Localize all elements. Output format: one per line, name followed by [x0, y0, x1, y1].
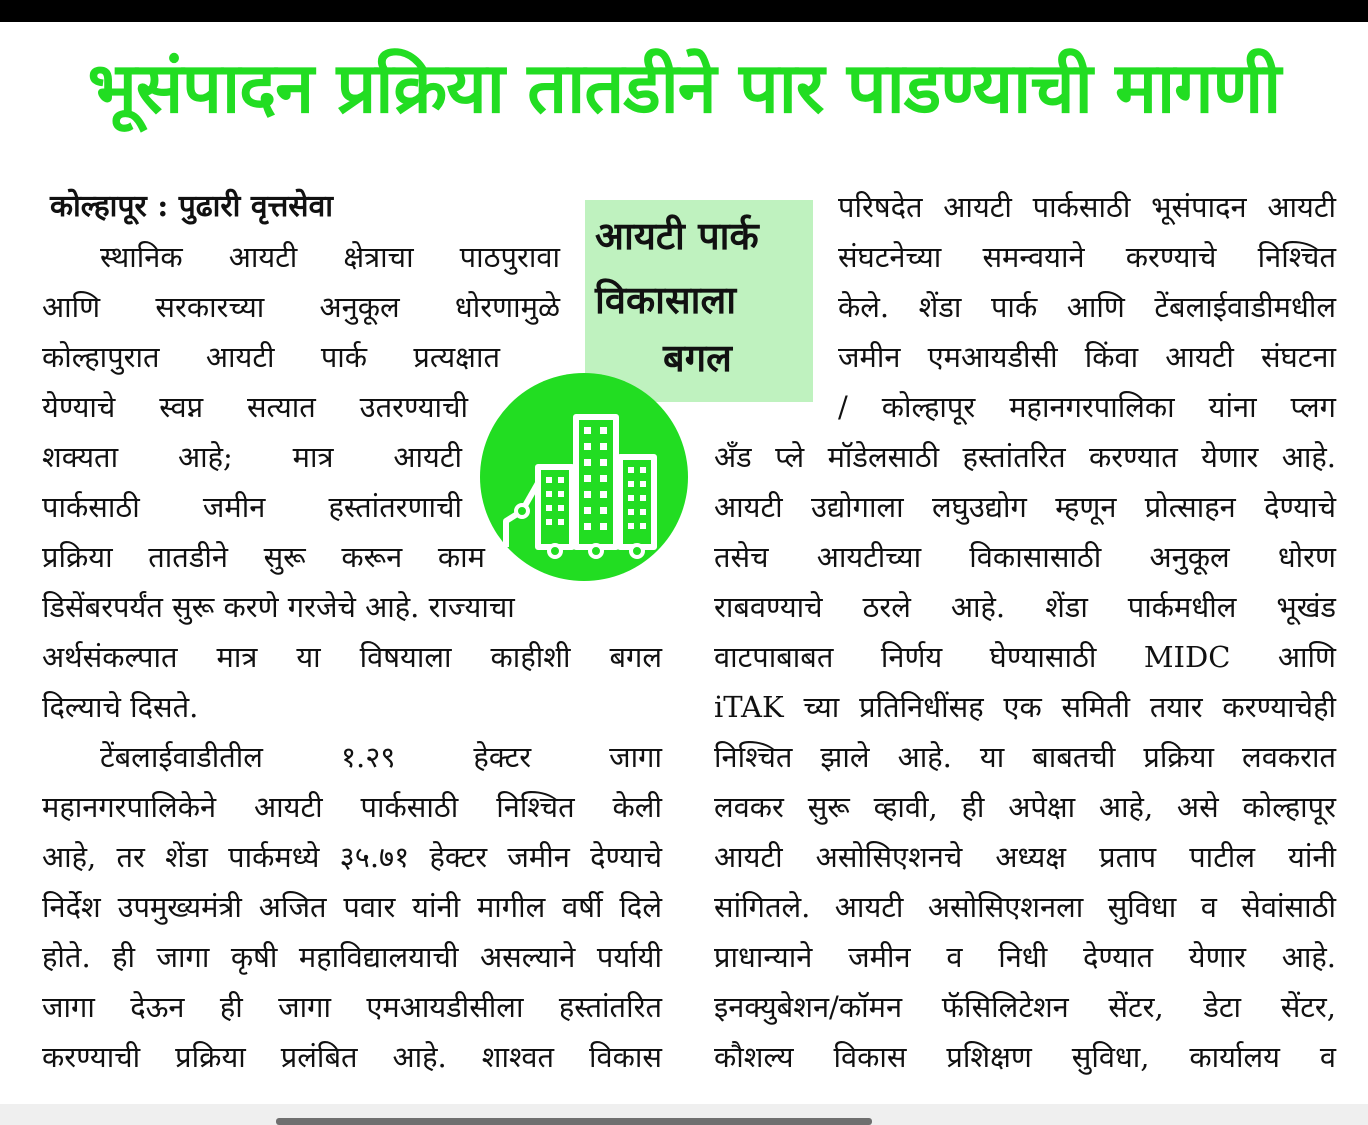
sidebar-line: आयटी पार्क: [595, 214, 759, 258]
right-column-line: आयटी उद्योगाला लघुउद्योग म्हणून प्रोत्साहन देण्याचे: [714, 490, 1336, 524]
left-column-line: स्थानिक आयटी क्षेत्राचा पाठपुरावा: [100, 240, 560, 274]
right-column-line: सांगितले. आयटी असोसिएशनला सुविधा व सेवांसाठी: [714, 890, 1336, 924]
byline: कोल्हापूर : पुढारी वृत्तसेवा: [50, 189, 334, 224]
left-column-line: प्रक्रिया तातडीने सुरू करून काम: [42, 540, 485, 574]
right-column-line: इनक्युबेशन/कॉमन फॅसिलिटेशन सेंटर, डेटा सेंटर,: [714, 990, 1336, 1024]
right-column-line: आयटी असोसिएशनचे अध्यक्ष प्रताप पाटील यांनी: [714, 840, 1336, 874]
left-column-line: महानगरपालिकेने आयटी पार्कसाठी निश्चित केली: [42, 790, 662, 824]
left-column-line: आहे, तर शेंडा पार्कमध्ये ३५.७१ हेक्टर जमीन देण्याचे: [42, 840, 662, 874]
right-column-line: वाटपाबाबत निर्णय घेण्यासाठी MIDC आणि: [714, 640, 1336, 674]
right-column-line: जमीन एमआयडीसी किंवा आयटी संघटना: [838, 340, 1336, 374]
right-column-line: iTAK च्या प्रतिनिधींसह एक समिती तयार करण्याचेही: [714, 690, 1336, 724]
left-column-line: येण्याचे स्वप्न सत्यात उतरण्याची: [42, 390, 468, 424]
sidebar-line: विकासाला: [595, 278, 737, 322]
left-column-line: डिसेंबरपर्यंत सुरू करणे गरजेचे आहे. राज्याचा: [42, 590, 515, 624]
right-column-line: कौशल्य विकास प्रशिक्षण सुविधा, कार्यालय व: [714, 1040, 1336, 1074]
right-column-line: केले. शेंडा पार्क आणि टेंबलाईवाडीमधील: [838, 290, 1336, 324]
headline: भूसंपादन प्रक्रिया तातडीने पार पाडण्याची मागणी: [87, 47, 1281, 129]
right-column-line: राबवण्याचे ठरले आहे. शेंडा पार्कमधील भूखंड: [714, 590, 1336, 624]
sidebar-line: बगल: [663, 336, 732, 380]
top-black-bar: [0, 0, 1368, 22]
left-column-line: जागा देऊन ही जागा एमआयडीसीला हस्तांतरित: [42, 990, 662, 1024]
right-column-line: लवकर सुरू व्हावी, ही अपेक्षा आहे, असे कोल्हापूर: [714, 790, 1336, 824]
left-column-line: अर्थसंकल्पात मात्र या विषयाला काहीशी बगल: [42, 640, 662, 674]
right-column-line: तसेच आयटीच्या विकासासाठी अनुकूल धोरण: [714, 540, 1336, 574]
left-column-line: निर्देश उपमुख्यमंत्री अजित पवार यांनी मागील वर्षी दिले: [42, 890, 662, 924]
left-column-line: कोल्हापुरात आयटी पार्क प्रत्यक्षात: [42, 340, 500, 374]
right-column-line: निश्चित झाले आहे. या बाबतची प्रक्रिया लवकरात: [714, 740, 1336, 774]
left-column-line: करण्याची प्रक्रिया प्रलंबित आहे. शाश्वत विकास: [42, 1040, 662, 1074]
left-column-line: दिल्याचे दिसते.: [42, 690, 199, 724]
right-column-line: परिषदेत आयटी पार्कसाठी भूसंपादन आयटी: [838, 190, 1336, 224]
right-column-line: संघटनेच्या समन्वयाने करण्याचे निश्चित: [838, 240, 1336, 274]
right-column-line: अँड प्ले मॉडेलसाठी हस्तांतरित करण्यात येणार आहे.: [714, 440, 1336, 474]
right-column-line: / कोल्हापूर महानगरपालिका यांना प्लग: [838, 390, 1336, 424]
left-column-line: होते. ही जागा कृषी महाविद्यालयाची असल्याने पर्यायी: [42, 940, 662, 974]
left-column-line: आणि सरकारच्या अनुकूल धोरणामुळे: [42, 290, 560, 324]
left-column-line: टेंबलाईवाडीतील १.२९ हेक्टर जागा: [100, 740, 662, 774]
right-column-line: प्राधान्याने जमीन व निधी देण्यात येणार आहे.: [714, 940, 1336, 974]
left-column-line: शक्यता आहे; मात्र आयटी: [42, 440, 462, 474]
left-column-line: पार्कसाठी जमीन हस्तांतरणाची: [42, 490, 462, 524]
city-buildings-icon: [478, 371, 690, 583]
horizontal-scrollbar[interactable]: [276, 1118, 872, 1125]
